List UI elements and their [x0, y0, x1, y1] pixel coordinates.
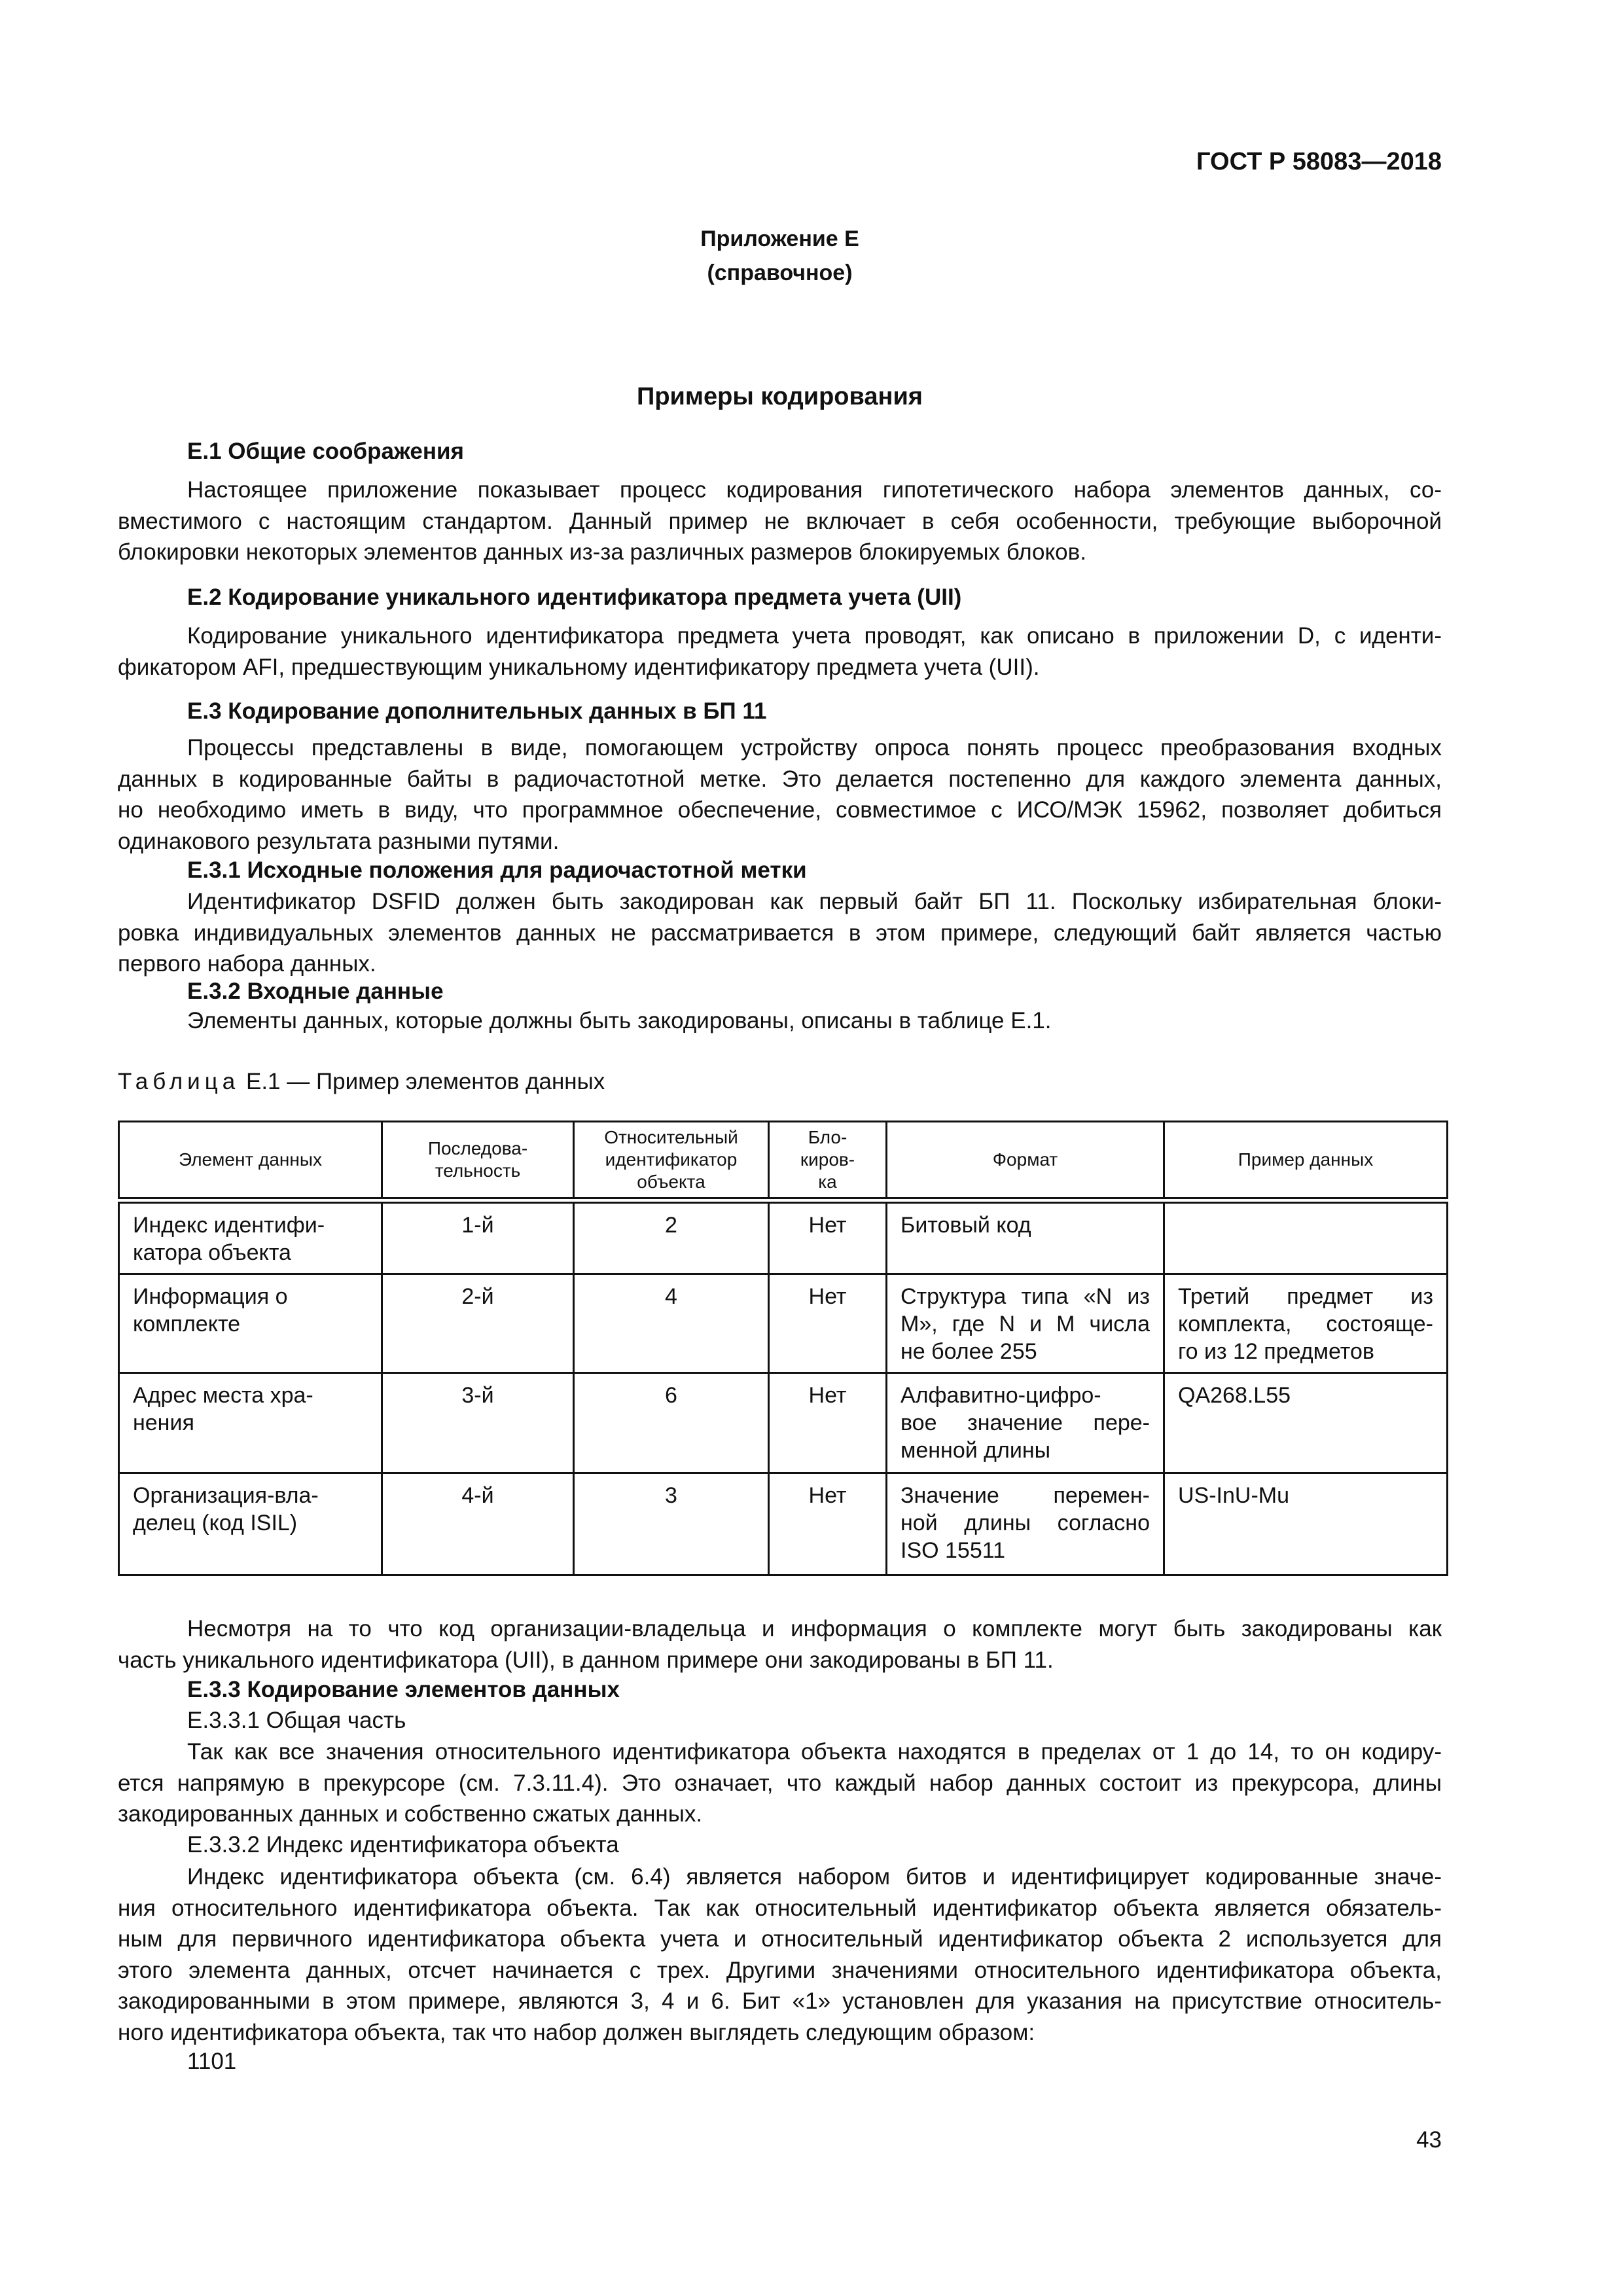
paragraph-line: этого элемента данных, отсчет начинается с трех. Другими значениями относительного идентификатора объекта, — [118, 1957, 1442, 1983]
table-caption-label: Таблица — [118, 1069, 240, 1094]
table-caption — [118, 1069, 605, 1095]
cell-line: 4 — [665, 1284, 677, 1309]
table-cell — [574, 1274, 769, 1373]
cell-line: Адрес места хра- — [133, 1383, 313, 1408]
cell-line: Нет — [808, 1383, 847, 1408]
cell-line: ной длины согласно — [901, 1511, 1150, 1535]
table-cell — [1164, 1473, 1448, 1575]
cell-line: ISO 15511 — [901, 1538, 1006, 1563]
section-heading-e1-heading: Е.1 Общие соображения — [187, 439, 464, 465]
table-cell — [119, 1200, 382, 1274]
paragraph-line: Процессы представлены в виде, помогающем устройству опроса понять процесс преобразования входных — [187, 735, 1442, 761]
cell-line: не более 255 — [901, 1339, 1037, 1364]
table-cell — [887, 1274, 1164, 1373]
paragraph-e2-para — [118, 620, 1442, 683]
cell-line: 3-й — [461, 1383, 494, 1408]
cell-line: 2-й — [461, 1284, 494, 1309]
cell-line: Алфавитно-цифро- — [901, 1383, 1101, 1408]
table-cell — [382, 1274, 574, 1373]
paragraph-line: часть уникального идентификатора (UII), в данном примере они закодированы в БП 11. — [118, 1647, 1054, 1673]
header-line: Последова- — [427, 1138, 528, 1158]
paragraph-line: ется напрямую в прекурсоре (см. 7.3.11.4). Это означает, что каждый набор данных состоит из прекурсора, длины — [118, 1770, 1442, 1796]
cell-line: QA268.L55 — [1178, 1383, 1291, 1408]
paragraph-line: фикатором AFI, предшествующим уникальному идентификатору предмета учета (UII). — [118, 654, 1040, 680]
cell-line: Битовый код — [901, 1213, 1031, 1238]
cell-line: делец (код ISIL) — [133, 1511, 298, 1535]
table-row — [119, 1274, 1448, 1373]
column-header — [574, 1122, 769, 1201]
cell-line: Индекс идентифи- — [133, 1213, 325, 1238]
paragraph-after-table-para — [118, 1613, 1442, 1676]
paragraph-e1-para — [118, 475, 1442, 568]
paragraph-line: ного идентификатора объекта, так что набор должен выглядеть следующим образом: — [118, 2019, 1035, 2045]
page-title: Примеры кодирования — [637, 383, 923, 410]
paragraph-e3-para — [118, 732, 1442, 857]
table-cell — [382, 1200, 574, 1274]
table-caption-text: Е.1 — Пример элементов данных — [245, 1069, 605, 1094]
section-heading-e331-heading: Е.3.3.1 Общая часть — [187, 1708, 406, 1734]
section-heading-e31-heading: Е.3.1 Исходные положения для радиочастотной метки — [187, 857, 807, 884]
page-number: 43 — [1416, 2127, 1442, 2153]
standard-code: ГОСТ Р 58083—2018 — [1196, 148, 1442, 175]
cell-line: Третий предмет из — [1178, 1284, 1433, 1309]
column-header — [769, 1122, 887, 1201]
table-cell — [887, 1373, 1164, 1473]
column-header — [119, 1122, 382, 1201]
column-header — [887, 1122, 1164, 1201]
section-heading-e332-heading: Е.3.3.2 Индекс идентификатора объекта — [187, 1832, 619, 1858]
header-line: объекта — [637, 1172, 705, 1192]
header-line: Элемент данных — [179, 1149, 322, 1170]
paragraph-line: ным для первичного идентификатора объекта учета и относительный идентификатор объекта 2 используется для — [118, 1926, 1442, 1952]
cell-line: 6 — [665, 1383, 677, 1408]
table-cell — [769, 1473, 887, 1575]
table-cell — [574, 1200, 769, 1274]
cell-line: 3 — [665, 1483, 677, 1508]
cell-line: Структура типа «N из — [901, 1284, 1150, 1309]
cell-line: US-InU-Mu — [1178, 1483, 1290, 1508]
cell-line: го из 12 предметов — [1178, 1339, 1374, 1364]
cell-line: Организация-вла- — [133, 1483, 319, 1508]
cell-line: комплекте — [133, 1312, 241, 1336]
paragraph-line: ния относительного идентификатора объекта. Так как относительный идентификатор объекта является обязатель- — [118, 1895, 1442, 1921]
table-header-row — [119, 1122, 1448, 1201]
paragraph-line: Настоящее приложение показывает процесс кодирования гипотетического набора элементов данных, со- — [187, 477, 1442, 503]
cell-line: катора объекта — [133, 1240, 291, 1265]
paragraph-line: закодированных данных и собственно сжатых данных. — [118, 1801, 703, 1827]
section-heading-e3-heading: Е.3 Кодирование дополнительных данных в БП 11 — [187, 698, 767, 725]
header-line: идентификатор — [605, 1149, 738, 1170]
cell-line: Нет — [808, 1483, 847, 1508]
cell-line: 2 — [665, 1213, 677, 1238]
paragraph-line: Элементы данных, которые должны быть закодированы, описаны в таблице Е.1. — [187, 1008, 1052, 1034]
paragraph-line: Так как все значения относительного идентификатора объекта находятся в пределах от 1 до 14, то он кодиру- — [187, 1739, 1442, 1765]
table-cell — [119, 1473, 382, 1575]
paragraph-line: данных в кодированные байты в радиочастотной метке. Это делается постепенно для каждого элемента данных, — [118, 766, 1442, 792]
table-cell — [119, 1274, 382, 1373]
paragraph-line: но необходимо иметь в виду, что программное обеспечение, совместимое с ИСО/МЭК 15962, позволяет добиться — [118, 797, 1442, 823]
table-cell — [769, 1274, 887, 1373]
cell-line: 1-й — [461, 1213, 494, 1238]
table-cell — [769, 1373, 887, 1473]
paragraph-line: одинакового результата разными путями. — [118, 828, 560, 854]
table-cell — [382, 1373, 574, 1473]
cell-line: нения — [133, 1410, 194, 1435]
data-elements-table — [118, 1121, 1448, 1576]
table-cell — [382, 1473, 574, 1575]
header-line: киров- — [800, 1149, 855, 1170]
paragraph-line: закодированными в этом примере, являются 3, 4 и 6. Бит «1» установлен для указания на присутствие относитель- — [118, 1988, 1442, 2015]
cell-line: М», где N и М числа — [901, 1312, 1150, 1336]
cell-line: Информация о — [133, 1284, 288, 1309]
paragraph-line: вместимого с настоящим стандартом. Данный пример не включает в себя особенности, требующие выборочной — [118, 508, 1442, 534]
paragraph-line: Идентификатор DSFID должен быть закодирован как первый байт БП 11. Поскольку избирательная блоки- — [187, 889, 1442, 915]
paragraph-line: Кодирование уникального идентификатора предмета учета проводят, как описано в приложении D, с иденти- — [187, 623, 1442, 649]
paragraph-e31-para — [118, 886, 1442, 980]
table-cell — [887, 1200, 1164, 1274]
header-line: Формат — [992, 1149, 1058, 1170]
header-line: Относительный — [604, 1127, 738, 1147]
table-cell — [1164, 1200, 1448, 1274]
cell-line: 4-й — [461, 1483, 494, 1508]
table-row — [119, 1373, 1448, 1473]
table-cell — [887, 1473, 1164, 1575]
paragraph-line: блокировки некоторых элементов данных из-за различных размеров блокируемых блоков. — [118, 539, 1086, 565]
table-row — [119, 1200, 1448, 1274]
header-line: ка — [818, 1172, 837, 1192]
header-line: Бло- — [808, 1127, 847, 1147]
paragraph-line: Несмотря на то что код организации-владельца и информация о комплекте могут быть закодированы как — [187, 1616, 1442, 1642]
appendix-title: Приложение Е — [700, 226, 859, 251]
table-cell — [119, 1373, 382, 1473]
cell-line: Нет — [808, 1213, 847, 1238]
paragraph-line: первого набора данных. — [118, 951, 376, 977]
section-heading-e2-heading: Е.2 Кодирование уникального идентификатора предмета учета (UII) — [187, 584, 962, 611]
section-heading-e33-heading: Е.3.3 Кодирование элементов данных — [187, 1677, 620, 1703]
paragraph-line: ровка индивидуальных элементов данных не рассматривается в этом примере, следующий байт является частью — [118, 920, 1442, 946]
header-line: тельность — [435, 1160, 521, 1181]
table-cell — [574, 1473, 769, 1575]
paragraph-line: Индекс идентификатора объекта (см. 6.4) является набором битов и идентифицирует кодированные значе- — [187, 1864, 1442, 1890]
section-heading-e32-heading: Е.3.2 Входные данные — [187, 978, 444, 1005]
column-header — [382, 1122, 574, 1201]
table-row — [119, 1473, 1448, 1575]
paragraph-e331-para — [118, 1736, 1442, 1830]
bit-code-value: 1101 — [187, 2049, 237, 2075]
table-cell — [1164, 1373, 1448, 1473]
table-cell — [769, 1200, 887, 1274]
table-cell — [1164, 1274, 1448, 1373]
cell-line: Значение перемен- — [901, 1483, 1150, 1508]
paragraph-e332-para — [118, 1861, 1442, 2048]
column-header — [1164, 1122, 1448, 1201]
paragraph-e32-para — [118, 1005, 1442, 1037]
cell-line: менной длины — [901, 1438, 1051, 1463]
cell-line: Нет — [808, 1284, 847, 1309]
appendix-subtitle: (справочное) — [707, 260, 853, 285]
table-cell — [574, 1373, 769, 1473]
cell-line: комплекта, состояще- — [1178, 1312, 1433, 1336]
cell-line: вое значение пере- — [901, 1410, 1150, 1435]
header-line: Пример данных — [1238, 1149, 1374, 1170]
